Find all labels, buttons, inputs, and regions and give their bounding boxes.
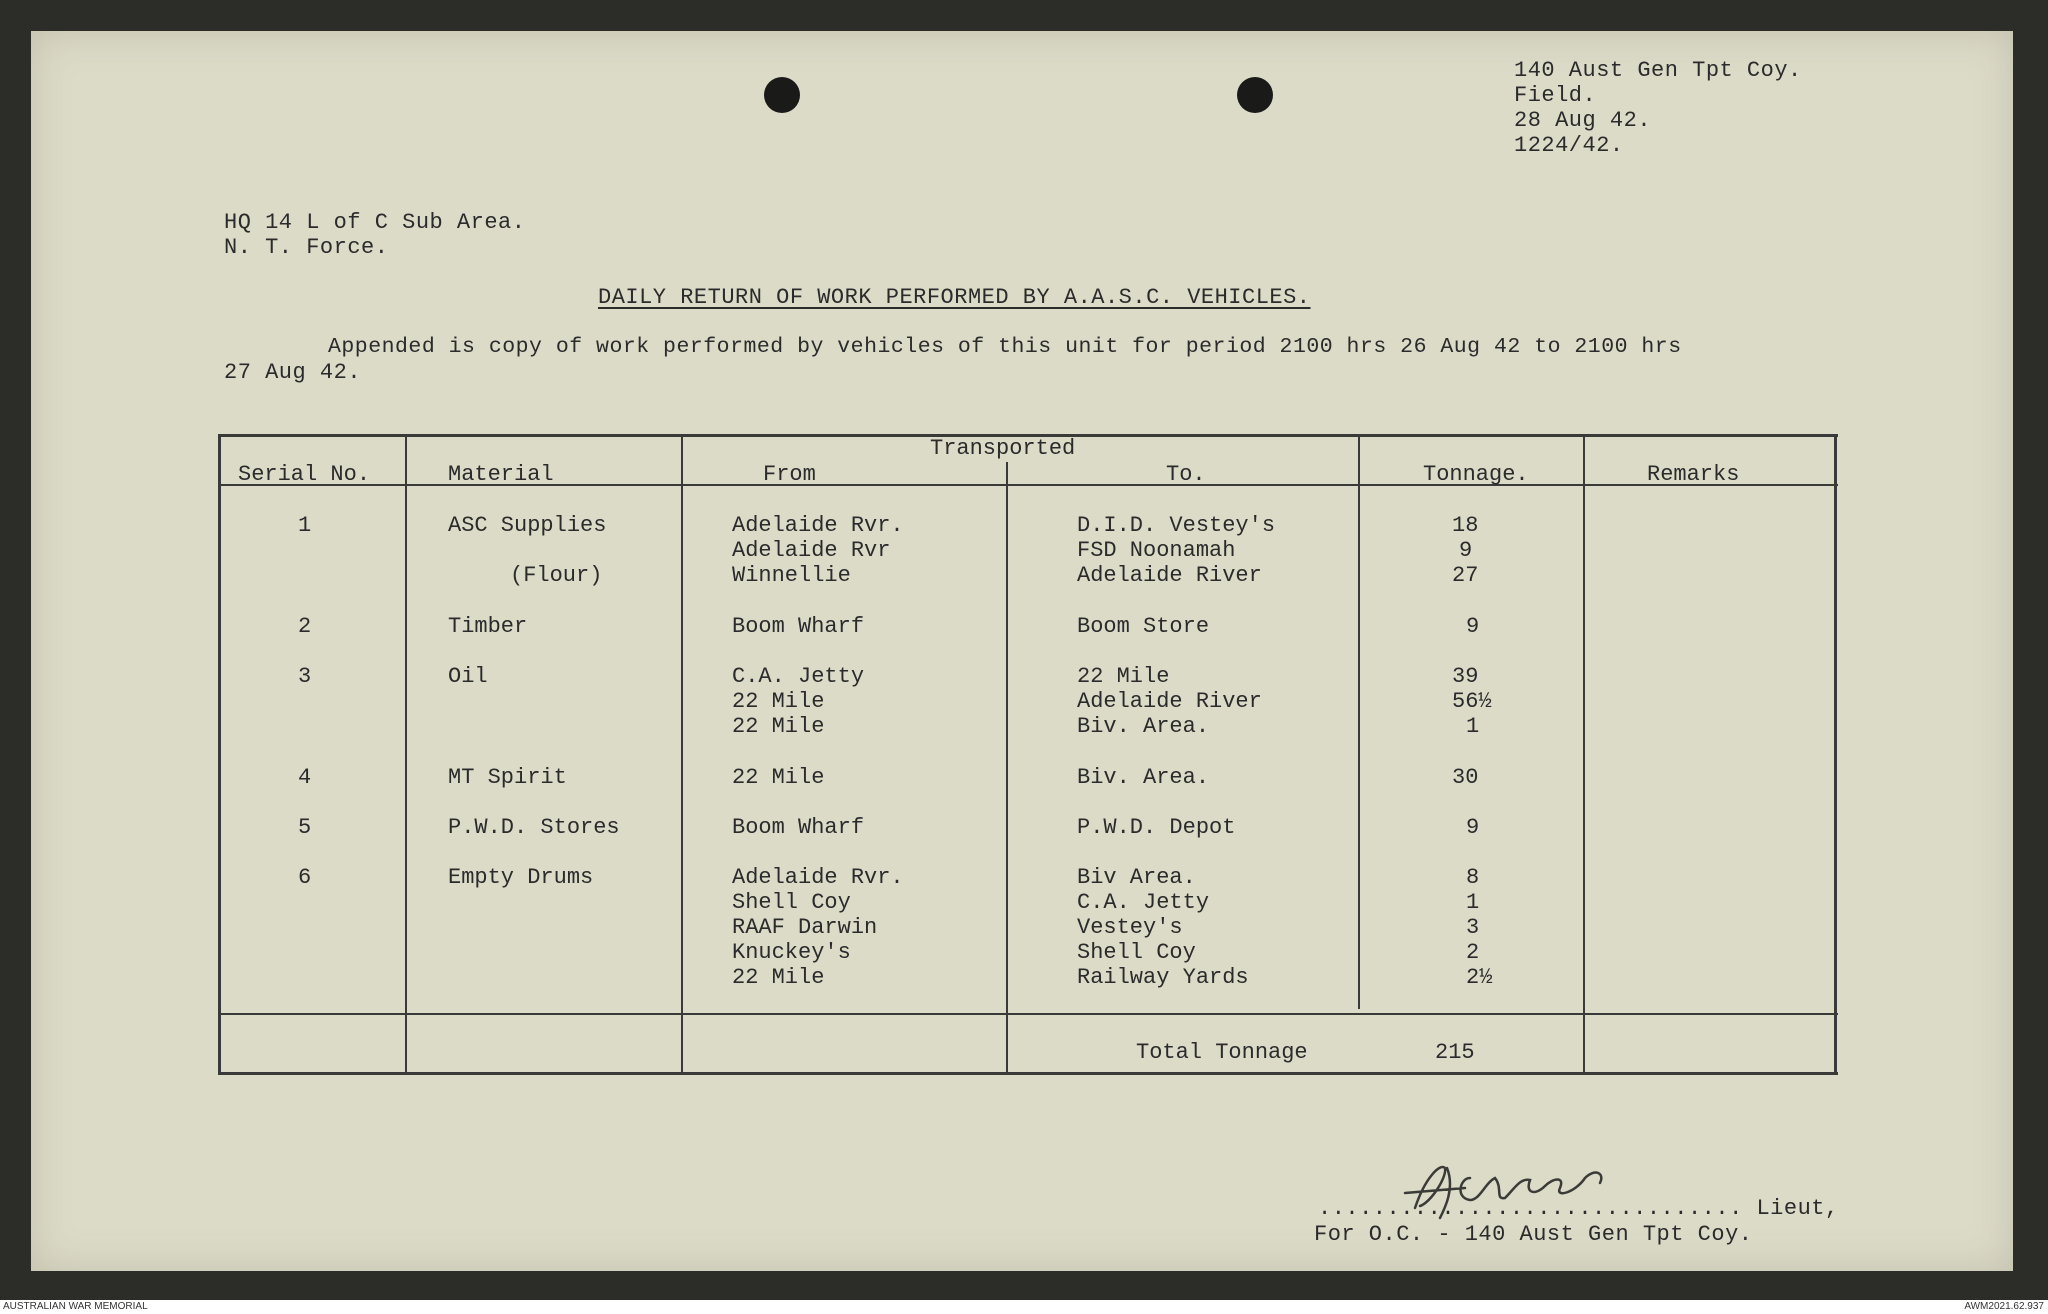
header-from: From bbox=[763, 462, 816, 487]
row6-from-5: 22 Mile bbox=[732, 965, 825, 990]
row2-from-1: Boom Wharf bbox=[732, 614, 865, 639]
archive-footer bbox=[0, 1300, 2048, 1314]
row3-to-3: Biv. Area. bbox=[1077, 714, 1210, 739]
row2-material: Timber bbox=[448, 614, 528, 639]
table-left-border bbox=[218, 434, 221, 1074]
row1-from-2: Adelaide Rvr bbox=[732, 538, 891, 563]
row1-tonnage-2: 9 bbox=[1459, 538, 1473, 563]
row6-to-2: C.A. Jetty bbox=[1077, 890, 1210, 915]
row5-from-1: Boom Wharf bbox=[732, 815, 865, 840]
row5-serial: 5 bbox=[298, 815, 312, 840]
addressee-line2: N. T. Force. bbox=[224, 235, 389, 260]
row6-tonnage-1: 8 bbox=[1466, 865, 1480, 890]
row4-material: MT Spirit bbox=[448, 765, 567, 790]
row3-tonnage-1: 39 bbox=[1452, 664, 1479, 689]
signature-dots-line: ............................... Lieut, bbox=[1318, 1196, 1839, 1221]
row6-material: Empty Drums bbox=[448, 865, 594, 890]
row3-tonnage-3: 1 bbox=[1466, 714, 1480, 739]
footer-right: AWM2021.62.937 bbox=[1964, 1301, 2044, 1312]
row1-to-1: D.I.D. Vestey's bbox=[1077, 513, 1276, 538]
row2-serial: 2 bbox=[298, 614, 312, 639]
row1-serial: 1 bbox=[298, 513, 312, 538]
header-remarks: Remarks bbox=[1647, 462, 1740, 487]
row1-material: ASC Supplies bbox=[448, 513, 607, 538]
row1-tonnage-3: 27 bbox=[1452, 563, 1479, 588]
header-reference: 1224/42. bbox=[1514, 133, 1624, 158]
punch-hole-right bbox=[1237, 77, 1273, 113]
header-serial: Serial No. bbox=[238, 462, 371, 487]
total-tonnage-value: 215 bbox=[1435, 1040, 1475, 1065]
footer-left: AUSTRALIAN WAR MEMORIAL bbox=[3, 1301, 148, 1312]
col-divider-4 bbox=[1358, 434, 1360, 1009]
row1-to-3: Adelaide River bbox=[1077, 563, 1262, 588]
row4-to-1: Biv. Area. bbox=[1077, 765, 1210, 790]
header-material: Material bbox=[448, 462, 554, 487]
header-date: 28 Aug 42. bbox=[1514, 108, 1652, 133]
row2-tonnage-1: 9 bbox=[1466, 614, 1480, 639]
punch-hole-left bbox=[764, 77, 800, 113]
addressee-line1: HQ 14 L of C Sub Area. bbox=[224, 210, 526, 235]
document-title: DAILY RETURN OF WORK PERFORMED BY A.A.S.C. VEHICLES. bbox=[598, 285, 1311, 310]
row3-material: Oil bbox=[448, 664, 488, 689]
signature-for-line: For O.C. - 140 Aust Gen Tpt Coy. bbox=[1314, 1222, 1753, 1247]
col-divider-1 bbox=[405, 434, 407, 1074]
row6-to-1: Biv Area. bbox=[1077, 865, 1196, 890]
row1-tonnage-1: 18 bbox=[1452, 513, 1479, 538]
row3-tonnage-2: 56½ bbox=[1452, 689, 1492, 714]
row3-from-3: 22 Mile bbox=[732, 714, 825, 739]
row1-from-1: Adelaide Rvr. bbox=[732, 513, 904, 538]
row6-tonnage-3: 3 bbox=[1466, 915, 1480, 940]
header-unit: 140 Aust Gen Tpt Coy. bbox=[1514, 58, 1802, 83]
row3-to-2: Adelaide River bbox=[1077, 689, 1262, 714]
row5-tonnage-1: 9 bbox=[1466, 815, 1480, 840]
row6-tonnage-4: 2 bbox=[1466, 940, 1480, 965]
row6-from-1: Adelaide Rvr. bbox=[732, 865, 904, 890]
body-line2: 27 Aug 42. bbox=[224, 360, 362, 385]
row3-from-2: 22 Mile bbox=[732, 689, 825, 714]
row4-serial: 4 bbox=[298, 765, 312, 790]
row6-tonnage-5: 2½ bbox=[1466, 965, 1493, 990]
col-divider-2 bbox=[681, 434, 683, 1074]
header-transported: Transported bbox=[930, 436, 1076, 461]
row6-from-4: Knuckey's bbox=[732, 940, 851, 965]
row5-material: P.W.D. Stores bbox=[448, 815, 620, 840]
row6-tonnage-2: 1 bbox=[1466, 890, 1480, 915]
body-line1: Appended is copy of work performed by vehicles of this unit for period 2100 hrs 26 Aug 42 to 2100 hrs bbox=[328, 335, 1682, 359]
row3-to-1: 22 Mile bbox=[1077, 664, 1170, 689]
row4-from-1: 22 Mile bbox=[732, 765, 825, 790]
col-divider-5 bbox=[1583, 434, 1585, 1074]
header-location: Field. bbox=[1514, 83, 1597, 108]
total-tonnage-label: Total Tonnage bbox=[1136, 1040, 1308, 1065]
row3-from-1: C.A. Jetty bbox=[732, 664, 865, 689]
table-right-border bbox=[1834, 434, 1837, 1074]
col-divider-3 bbox=[1006, 462, 1008, 1074]
row1-from-3: Winnellie bbox=[732, 563, 851, 588]
row6-from-2: Shell Coy bbox=[732, 890, 851, 915]
row5-to-1: P.W.D. Depot bbox=[1077, 815, 1236, 840]
row3-serial: 3 bbox=[298, 664, 312, 689]
row4-tonnage-1: 30 bbox=[1452, 765, 1479, 790]
header-tonnage: Tonnage. bbox=[1423, 462, 1529, 487]
table-total-rule bbox=[218, 1013, 1838, 1015]
row1-material2: (Flour) bbox=[510, 563, 603, 588]
row6-to-4: Shell Coy bbox=[1077, 940, 1196, 965]
row1-to-2: FSD Noonamah bbox=[1077, 538, 1236, 563]
header-to: To. bbox=[1166, 462, 1206, 487]
row6-to-5: Railway Yards bbox=[1077, 965, 1249, 990]
row2-to-1: Boom Store bbox=[1077, 614, 1210, 639]
row6-serial: 6 bbox=[298, 865, 312, 890]
row6-to-3: Vestey's bbox=[1077, 915, 1183, 940]
row6-from-3: RAAF Darwin bbox=[732, 915, 878, 940]
table-bottom-rule bbox=[218, 1072, 1838, 1075]
